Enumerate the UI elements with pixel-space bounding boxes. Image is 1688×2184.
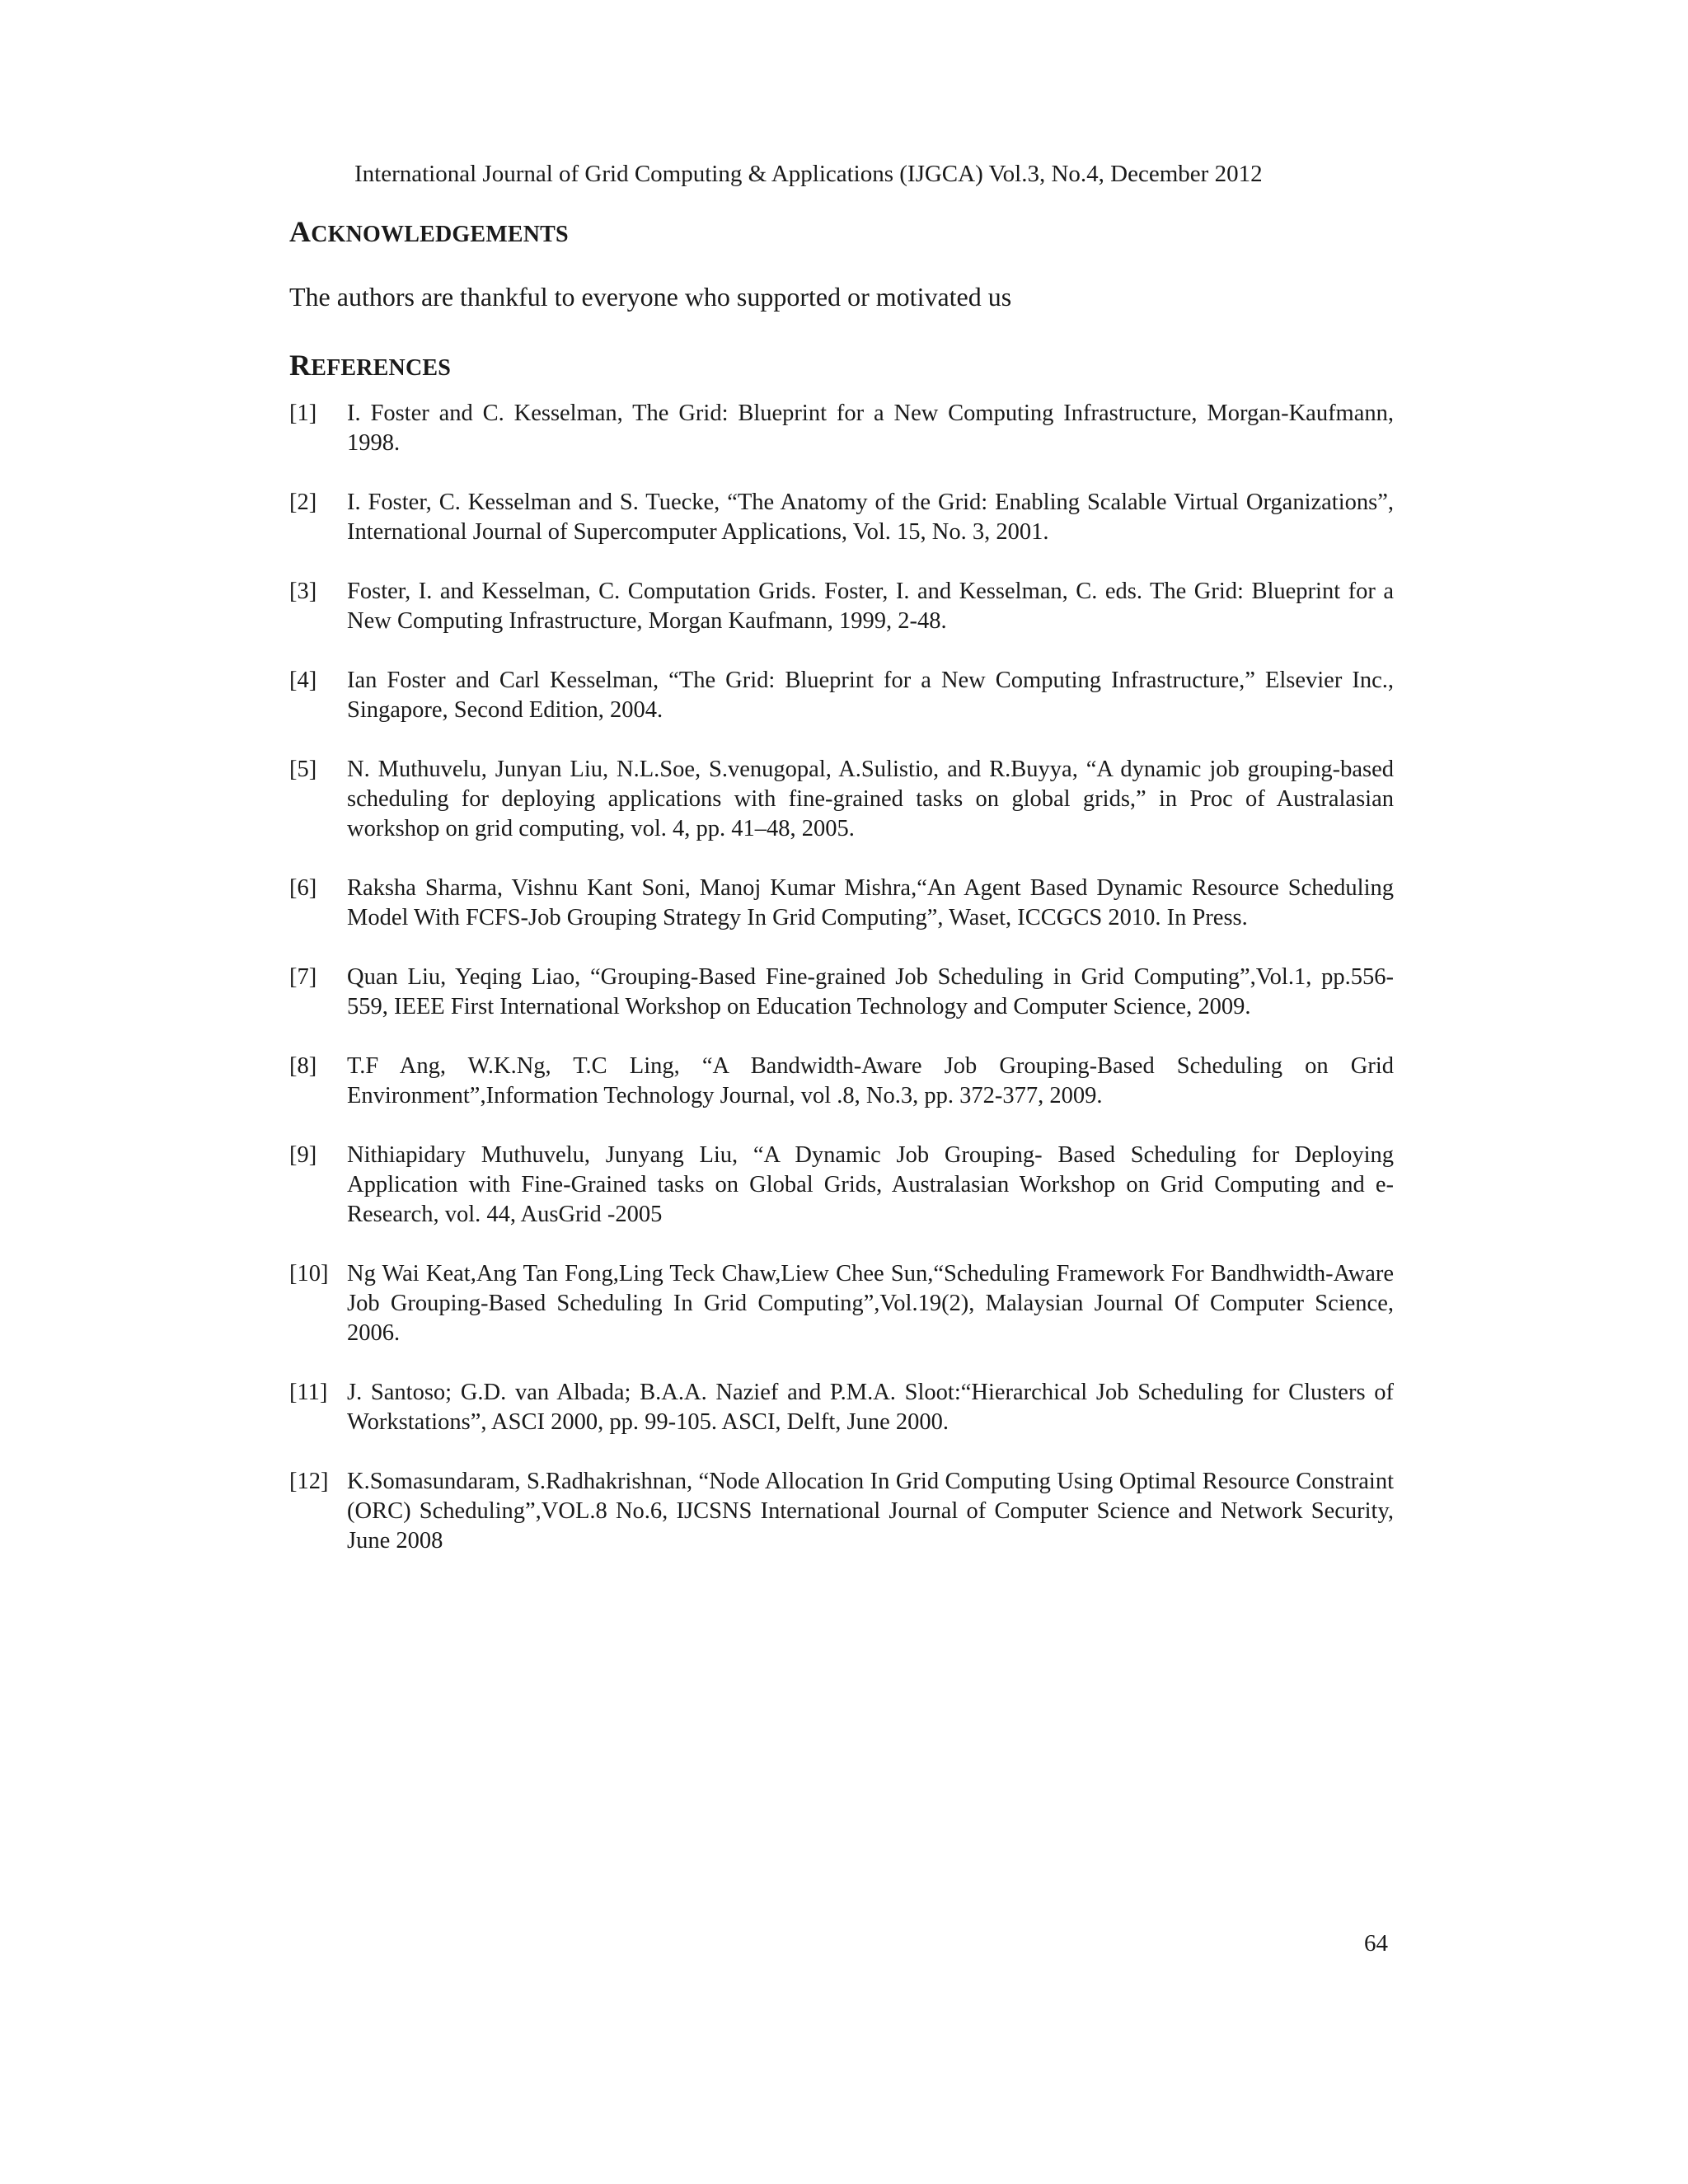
reference-item bbox=[289, 488, 1394, 547]
reference-item bbox=[289, 1141, 1394, 1230]
reference-number: [7] bbox=[289, 964, 317, 990]
reference-item bbox=[289, 666, 1394, 725]
reference-text: Ng Wai Keat,Ang Tan Fong,Ling Teck Chaw,Liew Chee Sun,“Scheduling Framework For Bandhwidth-Aware Job Grouping-Based Scheduling In Grid Computing”,Vol.19(2), Malaysian Journal Of Computer Science, 2006. bbox=[347, 1261, 1394, 1346]
reference-number: [3] bbox=[289, 579, 317, 604]
reference-item bbox=[289, 1378, 1394, 1437]
references-list bbox=[289, 399, 1394, 1586]
reference-item bbox=[289, 1052, 1394, 1111]
reference-item bbox=[289, 874, 1394, 933]
reference-text: Nithiapidary Muthuvelu, Junyang Liu, “A Dynamic Job Grouping- Based Scheduling for Deploying Application with Fine-Grained tasks on Global Grids, Australasian Workshop on Grid Computing and e- Research, vol. 44, AusGrid -2005 bbox=[347, 1142, 1394, 1227]
reference-text: Raksha Sharma, Vishnu Kant Soni, Manoj Kumar Mishra,“An Agent Based Dynamic Resource Scheduling Model With FCFS-Job Grouping Strategy In Grid Computing”, Waset, ICCGCS 2010. In Press. bbox=[347, 875, 1394, 930]
reference-text: N. Muthuvelu, Junyan Liu, N.L.Soe, S.venugopal, A.Sulistio, and R.Buyya, “A dynamic job grouping-based scheduling for deploying applications with fine-grained tasks on global grids,” in Proc of Australasian workshop on grid computing, vol. 4, pp. 41–48, 2005. bbox=[347, 757, 1394, 841]
references-heading-initial: R bbox=[289, 349, 312, 382]
reference-number: [4] bbox=[289, 668, 317, 693]
reference-item bbox=[289, 577, 1394, 636]
reference-text: T.F Ang, W.K.Ng, T.C Ling, “A Bandwidth-Aware Job Grouping-Based Scheduling on Grid Environment”,Information Technology Journal, vol .8, No.3, pp. 372-377, 2009. bbox=[347, 1053, 1394, 1108]
acknowledgements-heading bbox=[289, 215, 569, 251]
reference-text: J. Santoso; G.D. van Albada; B.A.A. Nazief and P.M.A. Sloot:“Hierarchical Job Scheduling for Clusters of Workstations”, ASCI 2000, pp. 99-105. ASCI, Delft, June 2000. bbox=[347, 1380, 1394, 1435]
acknowledgements-text: The authors are thankful to everyone who supported or motivated us bbox=[289, 282, 1012, 312]
references-heading bbox=[289, 349, 451, 385]
reference-text: I. Foster and C. Kesselman, The Grid: Blueprint for a New Computing Infrastructure, Morgan-Kaufmann, 1998. bbox=[347, 401, 1394, 456]
reference-text: Ian Foster and Carl Kesselman, “The Grid: Blueprint for a New Computing Infrastructure,” Elsevier Inc., Singapore, Second Edition, 2004. bbox=[347, 668, 1394, 723]
references-heading-rest: EFERENCES bbox=[311, 355, 452, 381]
reference-item bbox=[289, 755, 1394, 844]
reference-text: Foster, I. and Kesselman, C. Computation Grids. Foster, I. and Kesselman, C. eds. The Grid: Blueprint for a New Computing Infrastructure, Morgan Kaufmann, 1999, 2-48. bbox=[347, 579, 1394, 634]
acknowledgements-heading-rest: CKNOWLEDGEMENTS bbox=[311, 222, 569, 247]
reference-number: [10] bbox=[289, 1261, 329, 1286]
reference-number: [1] bbox=[289, 401, 317, 426]
running-header: International Journal of Grid Computing & Applications (IJGCA) Vol.3, No.4, December 2012 bbox=[354, 161, 1263, 187]
reference-number: [12] bbox=[289, 1469, 329, 1494]
reference-text: I. Foster, C. Kesselman and S. Tuecke, “The Anatomy of the Grid: Enabling Scalable Virtual Organizations”, International Journal of Supercomputer Applications, Vol. 15, No. 3, 2001. bbox=[347, 490, 1394, 545]
page-number: 64 bbox=[1364, 1930, 1388, 1957]
acknowledgements-heading-initial: A bbox=[289, 215, 312, 248]
reference-item bbox=[289, 1467, 1394, 1556]
reference-item bbox=[289, 1259, 1394, 1348]
reference-item bbox=[289, 399, 1394, 458]
reference-item bbox=[289, 963, 1394, 1022]
reference-text: Quan Liu, Yeqing Liao, “Grouping-Based Fine-grained Job Scheduling in Grid Computing”,Vol.1, pp.556- 559, IEEE First International Workshop on Education Technology and Computer Science, 2009. bbox=[347, 964, 1394, 1019]
reference-number: [5] bbox=[289, 757, 317, 782]
reference-number: [8] bbox=[289, 1053, 317, 1079]
reference-number: [9] bbox=[289, 1142, 317, 1168]
reference-number: [11] bbox=[289, 1380, 328, 1405]
reference-text: K.Somasundaram, S.Radhakrishnan, “Node Allocation In Grid Computing Using Optimal Resource Constraint (ORC) Scheduling”,VOL.8 No.6, IJCSNS International Journal of Computer Science and Network Security, June 2008 bbox=[347, 1469, 1394, 1554]
reference-number: [2] bbox=[289, 490, 317, 515]
reference-number: [6] bbox=[289, 875, 317, 901]
